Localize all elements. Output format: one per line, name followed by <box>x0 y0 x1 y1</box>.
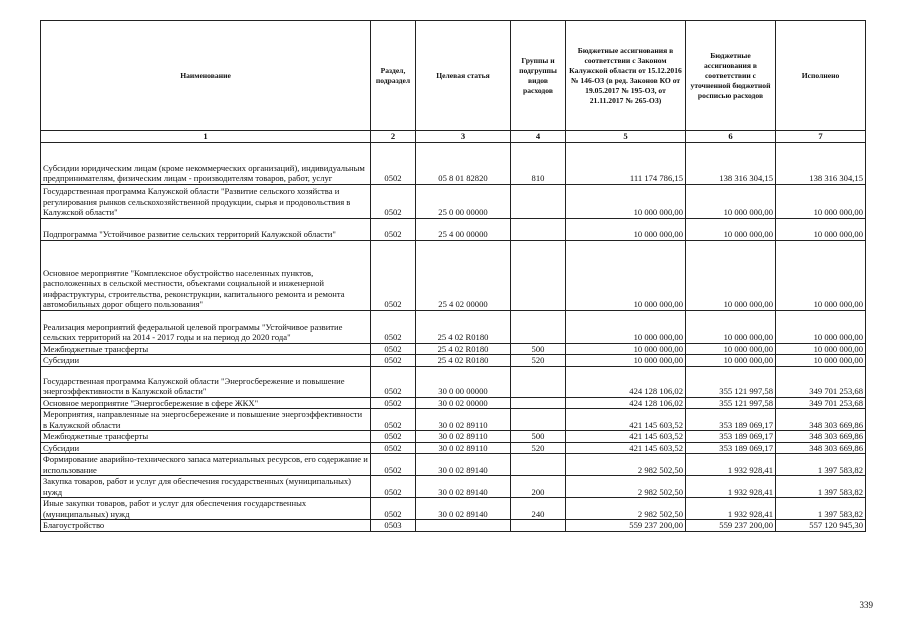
row-schedule-allocation: 1 932 928,41 <box>686 454 776 476</box>
header-target: Целевая статья <box>416 21 511 131</box>
row-law-allocation: 559 237 200,00 <box>566 520 686 532</box>
header-allocations-law: Бюджетные ассигнования в соответствии с Законом Калужской области от 15.12.2016 № 146-ОЗ (в ред. Законов КО от 19.05.2017 № 195-ОЗ, от 21.11.2017 № 265-ОЗ) <box>566 21 686 131</box>
row-executed: 10 000 000,00 <box>776 218 866 240</box>
row-executed: 10 000 000,00 <box>776 310 866 343</box>
row-law-allocation: 424 128 106,02 <box>566 397 686 409</box>
row-law-allocation: 10 000 000,00 <box>566 355 686 367</box>
row-law-allocation: 10 000 000,00 <box>566 184 686 218</box>
row-name: Благоустройство <box>41 520 371 532</box>
column-number: 1 <box>41 131 371 143</box>
row-name: Основное мероприятие "Энергосбережение в сфере ЖКХ" <box>41 397 371 409</box>
row-law-allocation: 2 982 502,50 <box>566 498 686 520</box>
row-target: 25 4 00 00000 <box>416 218 511 240</box>
table-row <box>41 184 866 218</box>
row-target: 30 0 02 00000 <box>416 397 511 409</box>
row-group <box>511 240 566 310</box>
column-number: 5 <box>566 131 686 143</box>
row-schedule-allocation: 10 000 000,00 <box>686 310 776 343</box>
row-target: 30 0 02 89140 <box>416 454 511 476</box>
row-section: 0502 <box>371 355 416 367</box>
row-name: Межбюджетные трансферты <box>41 343 371 355</box>
page-number: 339 <box>859 600 873 610</box>
column-number: 3 <box>416 131 511 143</box>
table-row <box>41 343 866 355</box>
row-law-allocation: 10 000 000,00 <box>566 343 686 355</box>
row-target: 30 0 02 89140 <box>416 498 511 520</box>
row-group: 520 <box>511 355 566 367</box>
row-group <box>511 409 566 431</box>
table-row <box>41 142 866 184</box>
row-schedule-allocation: 559 237 200,00 <box>686 520 776 532</box>
row-group: 240 <box>511 498 566 520</box>
row-name: Подпрограмма "Устойчивое развитие сельских территорий Калужской области" <box>41 218 371 240</box>
row-section: 0502 <box>371 431 416 443</box>
header-section: Раздел, подраздел <box>371 21 416 131</box>
row-group <box>511 218 566 240</box>
row-name: Государственная программа Калужской области "Развитие сельского хозяйства и регулирования рынков сельскохозяйственной продукции, сырья и продовольствия в Калужской области" <box>41 184 371 218</box>
row-name: Формирование аварийно-технического запаса материальных ресурсов, его содержание и использование <box>41 454 371 476</box>
row-target: 30 0 02 89110 <box>416 431 511 443</box>
row-section: 0502 <box>371 498 416 520</box>
row-schedule-allocation: 353 189 069,17 <box>686 442 776 454</box>
row-executed: 10 000 000,00 <box>776 343 866 355</box>
row-group <box>511 454 566 476</box>
row-schedule-allocation: 10 000 000,00 <box>686 218 776 240</box>
header-row <box>41 21 866 131</box>
row-group: 200 <box>511 476 566 498</box>
table-row <box>41 218 866 240</box>
row-group <box>511 310 566 343</box>
row-group: 810 <box>511 142 566 184</box>
table-row <box>41 431 866 443</box>
row-group <box>511 397 566 409</box>
row-schedule-allocation: 10 000 000,00 <box>686 184 776 218</box>
row-executed: 349 701 253,68 <box>776 397 866 409</box>
row-executed: 1 397 583,82 <box>776 498 866 520</box>
row-target: 30 0 00 00000 <box>416 366 511 397</box>
row-law-allocation: 10 000 000,00 <box>566 218 686 240</box>
column-number: 2 <box>371 131 416 143</box>
row-law-allocation: 10 000 000,00 <box>566 240 686 310</box>
row-section: 0502 <box>371 240 416 310</box>
table-row <box>41 409 866 431</box>
table-row <box>41 476 866 498</box>
row-law-allocation: 111 174 786,15 <box>566 142 686 184</box>
row-group: 520 <box>511 442 566 454</box>
row-section: 0502 <box>371 310 416 343</box>
row-executed: 10 000 000,00 <box>776 355 866 367</box>
table-body <box>41 142 866 531</box>
row-section: 0502 <box>371 184 416 218</box>
row-name: Субсидии <box>41 355 371 367</box>
row-executed: 348 303 669,86 <box>776 431 866 443</box>
row-name: Реализация мероприятий федеральной целевой программы "Устойчивое развитие сельских территорий на 2014 - 2017 годы и на период до 2020 года" <box>41 310 371 343</box>
table-row <box>41 355 866 367</box>
table-row <box>41 454 866 476</box>
row-section: 0502 <box>371 442 416 454</box>
table-row <box>41 240 866 310</box>
row-target: 25 0 00 00000 <box>416 184 511 218</box>
row-group <box>511 520 566 532</box>
row-schedule-allocation: 1 932 928,41 <box>686 476 776 498</box>
row-executed: 1 397 583,82 <box>776 476 866 498</box>
row-target: 25 4 02 R0180 <box>416 343 511 355</box>
row-section: 0502 <box>371 454 416 476</box>
row-target: 25 4 02 00000 <box>416 240 511 310</box>
table-row <box>41 310 866 343</box>
row-schedule-allocation: 138 316 304,15 <box>686 142 776 184</box>
row-name: Межбюджетные трансферты <box>41 431 371 443</box>
row-section: 0502 <box>371 343 416 355</box>
row-name: Субсидии юридическим лицам (кроме некоммерческих организаций), индивидуальным предпринимателям, физическим лицам - производителям товаров, работ, услуг <box>41 142 371 184</box>
row-section: 0502 <box>371 397 416 409</box>
row-target: 30 0 02 89110 <box>416 409 511 431</box>
row-law-allocation: 421 145 603,52 <box>566 442 686 454</box>
row-section: 0502 <box>371 409 416 431</box>
row-target: 25 4 02 R0180 <box>416 355 511 367</box>
header-groups: Группы и подгруппы видов расходов <box>511 21 566 131</box>
table-row <box>41 366 866 397</box>
row-law-allocation: 2 982 502,50 <box>566 454 686 476</box>
row-name: Закупка товаров, работ и услуг для обеспечения государственных (муниципальных) нужд <box>41 476 371 498</box>
row-target: 30 0 02 89110 <box>416 442 511 454</box>
row-group: 500 <box>511 431 566 443</box>
row-schedule-allocation: 1 932 928,41 <box>686 498 776 520</box>
row-law-allocation: 424 128 106,02 <box>566 366 686 397</box>
row-target: 25 4 02 R0180 <box>416 310 511 343</box>
row-law-allocation: 10 000 000,00 <box>566 310 686 343</box>
header-allocations-schedule: Бюджетные ассигнования в соответствии с уточненной бюджетной росписью расходов <box>686 21 776 131</box>
row-schedule-allocation: 355 121 997,58 <box>686 366 776 397</box>
row-section: 0503 <box>371 520 416 532</box>
row-name: Субсидии <box>41 442 371 454</box>
row-executed: 10 000 000,00 <box>776 240 866 310</box>
table-row <box>41 397 866 409</box>
row-executed: 138 316 304,15 <box>776 142 866 184</box>
row-group <box>511 366 566 397</box>
budget-table <box>40 20 866 532</box>
header-name: Наименование <box>41 21 371 131</box>
row-target <box>416 520 511 532</box>
column-number: 4 <box>511 131 566 143</box>
row-schedule-allocation: 10 000 000,00 <box>686 343 776 355</box>
row-section: 0502 <box>371 218 416 240</box>
row-group: 500 <box>511 343 566 355</box>
row-executed: 348 303 669,86 <box>776 409 866 431</box>
row-section: 0502 <box>371 142 416 184</box>
table-row <box>41 498 866 520</box>
row-law-allocation: 421 145 603,52 <box>566 431 686 443</box>
row-schedule-allocation: 353 189 069,17 <box>686 409 776 431</box>
row-executed: 349 701 253,68 <box>776 366 866 397</box>
row-schedule-allocation: 353 189 069,17 <box>686 431 776 443</box>
row-executed: 1 397 583,82 <box>776 454 866 476</box>
row-executed: 10 000 000,00 <box>776 184 866 218</box>
row-schedule-allocation: 10 000 000,00 <box>686 355 776 367</box>
row-target: 30 0 02 89140 <box>416 476 511 498</box>
table-row <box>41 520 866 532</box>
row-law-allocation: 421 145 603,52 <box>566 409 686 431</box>
column-number: 7 <box>776 131 866 143</box>
row-law-allocation: 2 982 502,50 <box>566 476 686 498</box>
column-number: 6 <box>686 131 776 143</box>
column-number-row <box>41 131 866 143</box>
row-name: Основное мероприятие "Комплексное обустройство населенных пунктов, расположенных в сельской местности, объектами социальной и инженерной инфраструктуры, строительства, реконструкции, капитального ремонта и ремонта автомобильных дорог общего пользования" <box>41 240 371 310</box>
row-section: 0502 <box>371 366 416 397</box>
row-section: 0502 <box>371 476 416 498</box>
row-executed: 557 120 945,30 <box>776 520 866 532</box>
row-schedule-allocation: 10 000 000,00 <box>686 240 776 310</box>
table-row <box>41 442 866 454</box>
row-executed: 348 303 669,86 <box>776 442 866 454</box>
row-name: Государственная программа Калужской области "Энергосбережение и повышение энергоэффективности в Калужской области" <box>41 366 371 397</box>
row-target: 05 8 01 82820 <box>416 142 511 184</box>
row-group <box>511 184 566 218</box>
header-executed: Исполнено <box>776 21 866 131</box>
row-schedule-allocation: 355 121 997,58 <box>686 397 776 409</box>
row-name: Иные закупки товаров, работ и услуг для обеспечения государственных (муниципальных) нужд <box>41 498 371 520</box>
row-name: Мероприятия, направленные на энергосбережение и повышение энергоэффективности в Калужской области <box>41 409 371 431</box>
